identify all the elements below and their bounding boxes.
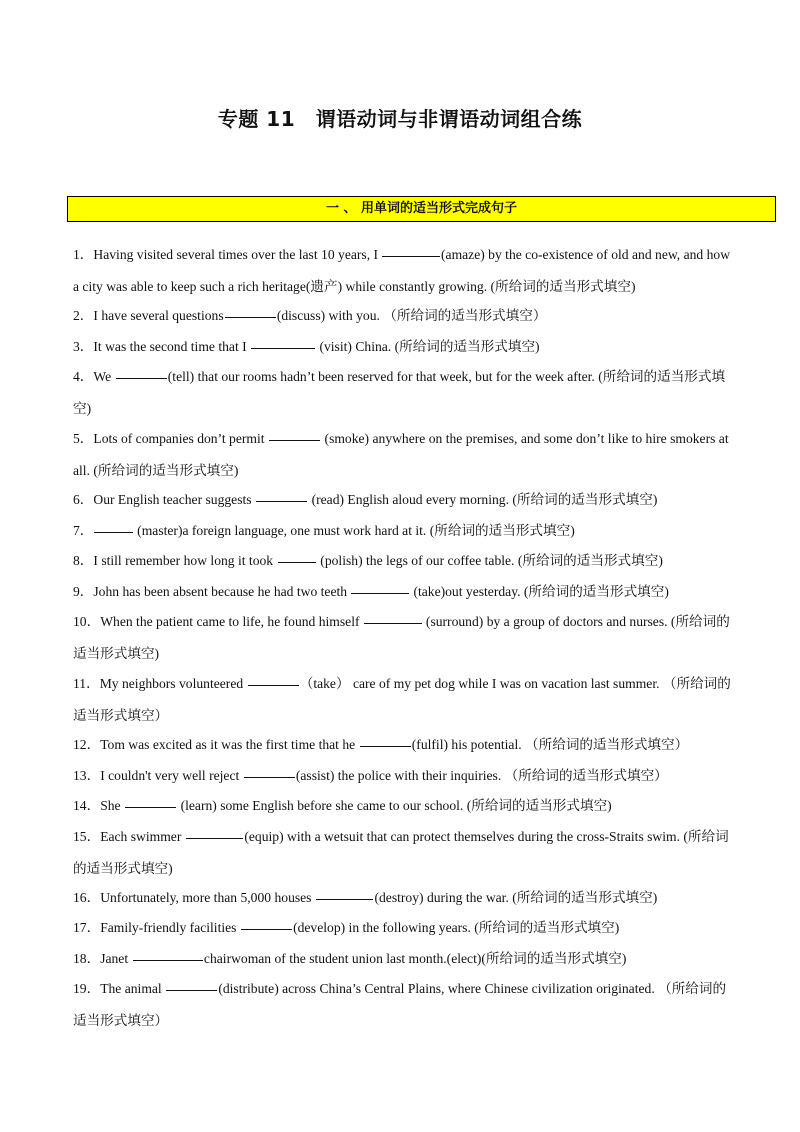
question-text-before-blank: She [100,798,124,813]
question-text-before-blank: Family-friendly facilities [100,920,240,935]
question-text-before-blank: Tom was excited as it was the first time that he [100,737,359,752]
question-number: 13． [73,767,101,783]
answer-blank[interactable] [241,928,292,930]
page-title: 专题 11 谓语动词与非谓语动词组合练 [217,107,583,131]
question-text-after-blank: (develop) in the following years. (所给词的适当形式填空) [293,920,620,935]
question-text-before-blank: I still remember how long it took [93,553,277,568]
question-text-after-blank: (master)a foreign language, one must work hard at it. (所给词的适当形式填空) [133,522,575,538]
question-number: 18． [73,950,101,966]
question-item [73,730,733,761]
question-item [73,301,733,332]
question-text-before-blank: We [93,369,115,384]
answer-blank[interactable] [351,592,409,594]
question-text-before-blank: I have several questions [93,308,224,323]
answer-blank[interactable] [166,989,217,991]
question-item [73,883,733,914]
question-number: 2． [73,308,94,323]
question-text-before-blank: John has been absent because he had two teeth [93,583,351,599]
answer-blank[interactable] [133,959,203,961]
question-item [73,913,733,944]
question-list [73,240,733,1035]
question-item [73,361,733,425]
question-text-after-blank: (assist) the police with their inquiries. （所给词的适当形式填空） [295,767,668,783]
answer-blank[interactable] [225,316,276,318]
question-text-before-blank: When the patient came to life, he found himself [100,614,363,629]
question-text-after-blank: (fulfil) his potential. （所给词的适当形式填空） [411,737,689,752]
question-text-after-blank: chairwoman of the student union last month.(elect)(所给词的适当形式填空) [203,950,627,966]
question-text-after-blank: (surround) by a group of doctors and nurses. (所给词的适当形式填空) [73,614,730,661]
question-text-after-blank: (smoke) anywhere on the premises, and some don’t like to hire smokers at all. (所给词的适当形式填空) [73,431,729,478]
question-text-before-blank: I couldn't very well reject [100,767,243,783]
question-text-before-blank: My neighbors volunteered [99,676,247,691]
question-text-before-blank: It was the second time that I [93,338,251,354]
question-item [73,821,733,885]
answer-blank[interactable] [316,898,374,900]
question-text-after-blank: (amaze) by the co-existence of old and new, and how a city was able to keep such a rich heritage(遗产) while constantly growing. (所给词的适当形式填空) [73,247,731,294]
question-number: 12． [73,737,101,752]
question-text-after-blank: (destroy) during the war. (所给词的适当形式填空) [374,889,658,905]
answer-blank[interactable] [94,531,132,533]
question-text-before-blank: The animal [100,981,166,996]
question-text-after-blank: (polish) the legs of our coffee table. (所给词的适当形式填空) [316,553,663,568]
question-item [73,973,733,1037]
question-item [73,577,733,608]
question-number: 19． [73,981,101,996]
answer-blank[interactable] [360,745,411,747]
question-number: 17． [73,920,101,935]
answer-blank[interactable] [248,684,299,686]
answer-blank[interactable] [269,439,320,441]
question-text-after-blank: (take)out yesterday. (所给词的适当形式填空) [410,583,669,599]
answer-blank[interactable] [382,255,440,257]
question-text-before-blank: Unfortunately, more than 5,000 houses [100,889,315,905]
question-item [73,239,733,303]
question-item [73,944,733,975]
question-item [73,423,733,487]
question-number: 16． [73,889,101,905]
answer-blank[interactable] [364,622,422,624]
question-item [73,606,733,670]
question-number: 4． [73,369,94,384]
answer-blank[interactable] [116,377,167,379]
question-item [73,332,733,363]
question-item [73,546,733,577]
question-number: 14． [73,798,101,813]
question-item [73,791,733,822]
question-text-after-blank: (equip) with a wetsuit that can protect themselves during the cross-Straits swim. (所给词的适当形式填空) [73,828,729,876]
question-number: 5． [73,431,94,446]
question-number: 10． [73,614,101,629]
question-item [73,516,733,547]
question-text-before-blank: Our English teacher suggests [93,492,255,507]
question-text-before-blank: Having visited several times over the last 10 years, I [93,247,382,262]
question-number: 9． [73,583,94,599]
question-text-after-blank: (learn) some English before she came to our school. (所给词的适当形式填空) [177,798,612,813]
answer-blank[interactable] [256,500,307,502]
answer-blank[interactable] [244,776,295,778]
question-number: 7． [73,522,94,538]
question-number: 6． [73,492,94,507]
question-text-before-blank: Lots of companies don’t permit [93,431,268,446]
question-item [73,761,733,792]
question-text-before-blank: Each swimmer [100,828,185,844]
question-item [73,668,733,732]
question-text-after-blank: (tell) that our rooms hadn’t been reserved for that week, but for the week after. (所给词的适当形式填空) [73,369,726,416]
question-text-after-blank: (visit) China. (所给词的适当形式填空) [316,338,540,354]
question-text-after-blank: (distribute) across China’s Central Plains, where Chinese civilization originated. （所给词的适当形式填空） [73,981,727,1028]
question-number: 11． [73,676,100,691]
question-text-after-blank: （take） care of my pet dog while I was on vacation last summer. （所给词的适当形式填空） [73,676,731,723]
question-number: 8． [73,553,94,568]
question-text-after-blank: (discuss) with you. （所给词的适当形式填空） [276,308,547,323]
question-number: 3． [73,338,94,354]
answer-blank[interactable] [186,837,244,839]
section-heading: 一 、 用单词的适当形式完成句子 [67,196,776,222]
answer-blank[interactable] [125,806,176,808]
answer-blank[interactable] [278,561,316,563]
answer-blank[interactable] [251,347,315,349]
question-text-after-blank: (read) English aloud every morning. (所给词的适当形式填空) [308,492,658,507]
question-item [73,485,733,516]
question-number: 1． [73,247,94,262]
question-text-before-blank: Janet [100,950,132,966]
question-number: 15． [73,828,101,844]
